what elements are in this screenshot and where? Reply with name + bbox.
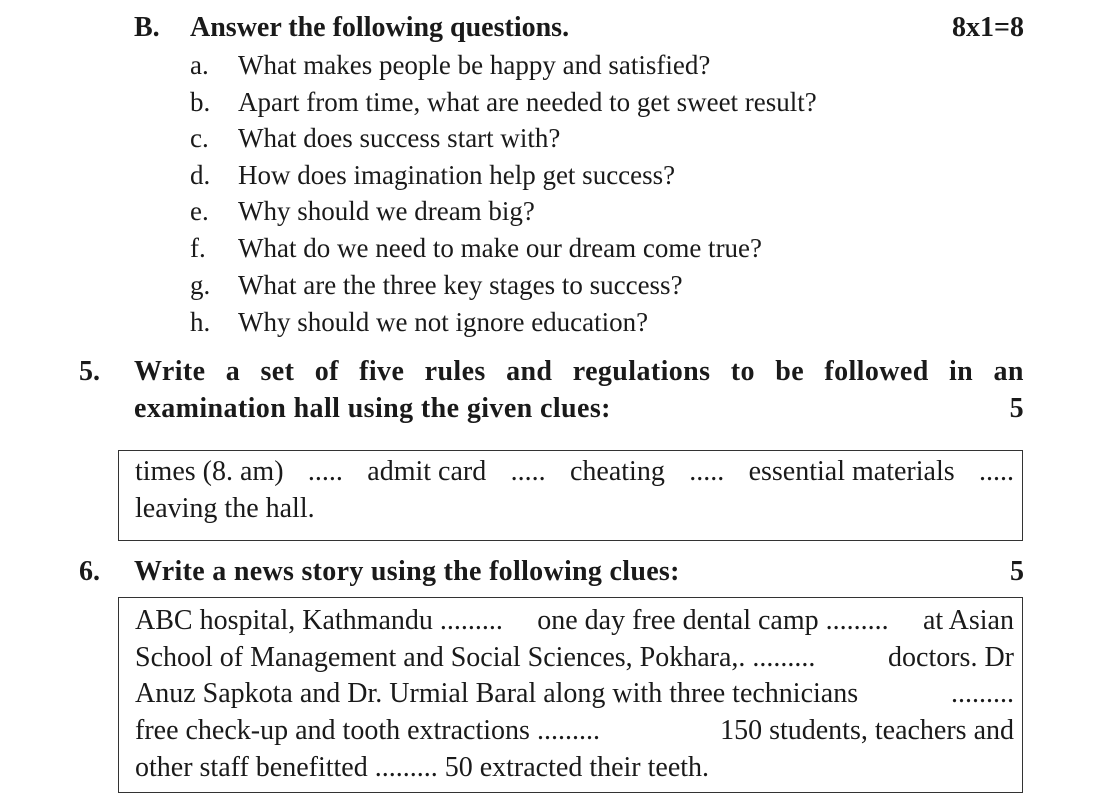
- clue-part: School of Management and Social Sciences, Pokhara,. .........: [135, 642, 816, 673]
- clue-part: cheating: [569, 456, 665, 487]
- question-6-number: 6.: [79, 556, 100, 587]
- question-5-marks: 5: [1009, 393, 1024, 424]
- clue-part: admit card: [367, 456, 487, 487]
- question-6-prompt: Write a news story using the following clues:: [134, 556, 680, 587]
- question-letter: f.: [190, 233, 206, 263]
- clue-separator: .....: [307, 456, 343, 487]
- prompt-word: to: [730, 356, 755, 387]
- question-letter: e.: [190, 196, 209, 226]
- question-6-marks: 5: [1010, 556, 1024, 587]
- prompt-word: a: [225, 356, 241, 387]
- question-5-prompt-end: examination hall using the given clues:: [134, 393, 611, 424]
- prompt-word: regulations: [572, 356, 711, 387]
- prompt-word: and: [506, 356, 553, 387]
- prompt-word: Write: [134, 356, 206, 387]
- prompt-word: of: [314, 356, 339, 387]
- question-letter: c.: [190, 123, 209, 153]
- prompt-word: rules: [424, 356, 486, 387]
- question-5-prompt-line-2: [134, 393, 1024, 425]
- question-text: Why should we not ignore education?: [238, 307, 649, 337]
- clue-part: Anuz Sapkota and Dr. Urmial Baral along with three technicians: [135, 678, 859, 709]
- question-text: What makes people be happy and satisfied?: [238, 50, 711, 80]
- clue-line: [135, 605, 1014, 637]
- question-letter: b.: [190, 87, 211, 117]
- clue-part: at Asian: [922, 605, 1014, 636]
- question-letter: d.: [190, 160, 211, 190]
- clue-part: free check-up and tooth extractions .........: [135, 715, 600, 746]
- prompt-word: five: [359, 356, 405, 387]
- clue-separator: .....: [689, 456, 725, 487]
- clue-part: 150 students, teachers and: [720, 715, 1014, 746]
- question-letter: a.: [190, 50, 209, 80]
- clue-line: [135, 715, 1014, 747]
- clue-line: [135, 678, 1014, 710]
- question-letter: h.: [190, 307, 211, 337]
- clue-line: [135, 456, 1014, 488]
- clue-part: one day free dental camp .........: [537, 605, 889, 636]
- question-text: What are the three key stages to success?: [238, 270, 683, 300]
- question-text: Apart from time, what are needed to get sweet result?: [238, 87, 817, 117]
- prompt-word: an: [993, 356, 1024, 387]
- prompt-word: in: [949, 356, 974, 387]
- clue-separator: .....: [979, 456, 1014, 487]
- question-5-prompt-line-1: [134, 356, 1024, 388]
- question-letter: g.: [190, 270, 211, 300]
- clue-part: .........: [951, 678, 1014, 709]
- prompt-word: be: [775, 356, 805, 387]
- clue-part: doctors. Dr: [888, 642, 1014, 673]
- question-6-clue-box: [118, 597, 1023, 793]
- section-b-title: Answer the following questions.: [190, 12, 570, 43]
- question-text: What does success start with?: [238, 123, 561, 153]
- question-text: Why should we dream big?: [238, 196, 535, 226]
- clue-line: [135, 642, 1014, 674]
- clue-separator: .....: [510, 456, 546, 487]
- section-b-heading: [134, 12, 569, 44]
- clue-line: leaving the hall.: [135, 493, 315, 524]
- section-b-marks: 8x1=8: [952, 12, 1024, 43]
- question-text: How does imagination help get success?: [238, 160, 676, 190]
- question-5-number: 5.: [79, 356, 100, 387]
- clue-part: times (8. am): [135, 456, 284, 487]
- prompt-word: followed: [824, 356, 929, 387]
- prompt-word: set: [260, 356, 295, 387]
- clue-part: ABC hospital, Kathmandu .........: [135, 605, 503, 636]
- clue-part: essential materials: [748, 456, 955, 487]
- question-5-clue-box: [118, 450, 1023, 541]
- section-b-label: B.: [134, 12, 160, 43]
- question-text: What do we need to make our dream come true?: [238, 233, 763, 263]
- clue-line: other staff benefitted ......... 50 extracted their teeth.: [135, 752, 710, 783]
